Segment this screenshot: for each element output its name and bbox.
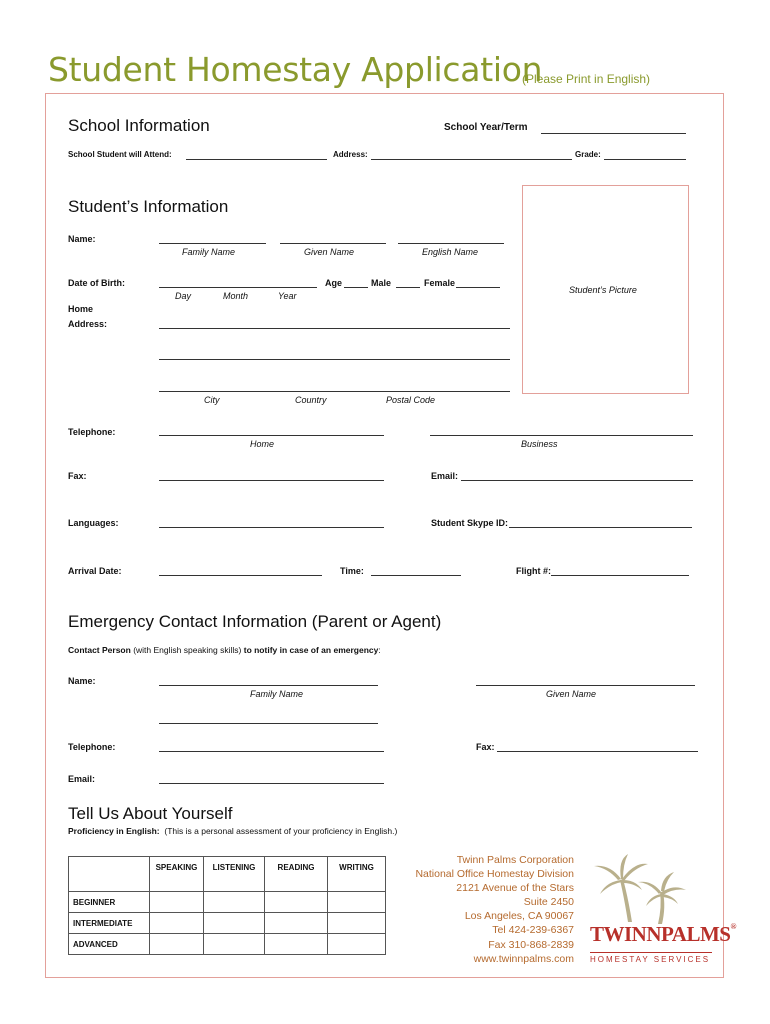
proficiency-note: (This is a personal assessment of your proficiency in English.): [164, 826, 398, 836]
languages-field[interactable]: [159, 527, 384, 528]
english-name-field[interactable]: [398, 243, 504, 244]
page-subtitle: (Please Print in English): [522, 72, 651, 86]
table-row: [69, 934, 386, 955]
school-address-label: Address:: [333, 150, 368, 159]
month-caption: Month: [223, 291, 249, 301]
cell-beginner-listening[interactable]: [204, 892, 265, 913]
given-name-caption: Given Name: [304, 247, 355, 257]
company-line-tel: Tel 424-239-6367: [492, 924, 574, 937]
email-field[interactable]: [461, 480, 693, 481]
cell-advanced-speaking[interactable]: [150, 934, 204, 955]
year-caption: Year: [278, 291, 297, 301]
table-row: [69, 892, 386, 913]
contact-instruction: [68, 645, 381, 655]
logo-registered: ®: [730, 922, 736, 931]
given-name-field[interactable]: [280, 243, 386, 244]
emergency-fax-field[interactable]: [497, 751, 698, 752]
about-heading: Tell Us About Yourself: [68, 804, 233, 823]
time-label: Time:: [340, 566, 364, 576]
school-attend-field[interactable]: [186, 159, 327, 160]
dob-label: Date of Birth:: [68, 278, 125, 288]
school-attend-label: School Student will Attend:: [68, 150, 172, 159]
telephone-business-field[interactable]: [430, 435, 693, 436]
email-label: Email:: [431, 471, 459, 481]
emergency-fax-label: Fax:: [476, 742, 495, 752]
languages-label: Languages:: [68, 518, 119, 528]
col-speaking: SPEAKING: [150, 857, 204, 892]
family-name-field[interactable]: [159, 243, 266, 244]
flight-field[interactable]: [551, 575, 689, 576]
address-line-1[interactable]: [159, 328, 510, 329]
emergency-name-label: Name:: [68, 676, 96, 686]
cell-intermediate-speaking[interactable]: [150, 913, 204, 934]
proficiency-label: Proficiency in English:: [68, 826, 160, 836]
company-line-division: National Office Homestay Division: [415, 868, 574, 881]
company-line-web[interactable]: www.twinnpalms.com: [473, 952, 574, 965]
cell-beginner-reading[interactable]: [265, 892, 328, 913]
logo-text: TWINNPALMS: [590, 922, 731, 946]
table-row: [69, 913, 386, 934]
palm-trees-graphic: [594, 854, 686, 924]
grade-field[interactable]: [604, 159, 686, 160]
school-heading: School Information: [68, 116, 210, 135]
row-advanced: ADVANCED: [69, 934, 150, 955]
emergency-given-caption: Given Name: [546, 689, 597, 699]
cell-advanced-writing[interactable]: [328, 934, 386, 955]
emergency-email-field[interactable]: [159, 783, 384, 784]
cell-intermediate-reading[interactable]: [265, 913, 328, 934]
age-field[interactable]: [344, 287, 368, 288]
home-address-label: Address:: [68, 319, 108, 329]
cell-advanced-reading[interactable]: [265, 934, 328, 955]
cell-advanced-listening[interactable]: [204, 934, 265, 955]
company-address: [408, 853, 574, 966]
arrival-label: Arrival Date:: [68, 566, 122, 576]
dob-field[interactable]: [159, 287, 317, 288]
cell-beginner-writing[interactable]: [328, 892, 386, 913]
male-label: Male: [371, 278, 392, 288]
telephone-label: Telephone:: [68, 427, 116, 437]
flight-label: Flight #:: [516, 566, 551, 576]
city-caption: City: [204, 395, 220, 405]
age-label: Age: [325, 278, 343, 288]
english-name-caption: English Name: [422, 247, 479, 257]
company-line-name: Twinn Palms Corporation: [456, 854, 574, 866]
table-header-row: [69, 857, 386, 892]
cell-intermediate-writing[interactable]: [328, 913, 386, 934]
emergency-family-name-field[interactable]: [159, 685, 378, 686]
contact-end: :: [378, 645, 381, 655]
company-line-suite: Suite 2450: [523, 896, 574, 909]
emergency-telephone-field[interactable]: [159, 751, 384, 752]
emergency-email-label: Email:: [68, 774, 96, 784]
fax-field[interactable]: [159, 480, 384, 481]
student-picture-label: Student’s Picture: [569, 285, 637, 295]
business-caption: Business: [521, 439, 558, 449]
male-field[interactable]: [396, 287, 420, 288]
grade-label: Grade:: [575, 150, 601, 159]
table-corner-cell: [69, 857, 150, 892]
proficiency-table: [68, 856, 386, 955]
name-label: Name:: [68, 234, 96, 244]
postal-caption: Postal Code: [386, 395, 436, 405]
col-reading: READING: [265, 857, 328, 892]
emergency-telephone-label: Telephone:: [68, 742, 116, 752]
row-intermediate: INTERMEDIATE: [69, 913, 150, 934]
female-field[interactable]: [456, 287, 500, 288]
logo-wordmark: [590, 922, 736, 947]
female-label: Female: [424, 278, 456, 288]
cell-intermediate-listening[interactable]: [204, 913, 265, 934]
student-heading: Student’s Information: [68, 197, 229, 216]
company-line-street: 2121 Avenue of the Stars: [456, 882, 574, 895]
emergency-family-caption: Family Name: [250, 689, 304, 699]
col-listening: LISTENING: [204, 857, 265, 892]
year-term-label: School Year/Term: [444, 122, 528, 133]
contact-bold-2: to notify in case of an emergency: [243, 645, 379, 655]
family-name-caption: Family Name: [182, 247, 236, 257]
cell-beginner-speaking[interactable]: [150, 892, 204, 913]
skype-field[interactable]: [509, 527, 692, 528]
home-caption: Home: [250, 439, 275, 449]
page-title: Student Homestay Application: [48, 50, 543, 89]
address-line-2[interactable]: [159, 359, 510, 360]
skype-label: Student Skype ID:: [431, 518, 509, 528]
country-caption: Country: [295, 395, 327, 405]
emergency-given-name-field[interactable]: [476, 685, 695, 686]
contact-normal: (with English speaking skills): [130, 645, 244, 655]
home-label: Home: [68, 304, 94, 314]
day-caption: Day: [175, 291, 192, 301]
school-address-field[interactable]: [371, 159, 572, 160]
arrival-field[interactable]: [159, 575, 322, 576]
company-line-city: Los Angeles, CA 90067: [464, 910, 574, 923]
year-term-field[interactable]: [541, 133, 686, 134]
row-beginner: BEGINNER: [69, 892, 150, 913]
address-line-3[interactable]: [159, 391, 510, 392]
emergency-heading: Emergency Contact Information (Parent or Agent): [68, 612, 442, 631]
contact-bold-1: Contact Person: [68, 645, 131, 655]
telephone-home-field[interactable]: [159, 435, 384, 436]
fax-label: Fax:: [68, 471, 87, 481]
col-writing: WRITING: [328, 857, 386, 892]
time-field[interactable]: [371, 575, 461, 576]
proficiency-line: [68, 826, 397, 836]
logo-subtitle: HOMESTAY SERVICES: [590, 952, 712, 964]
twinn-palms-logo: [588, 852, 736, 970]
company-line-fax: Fax 310-868-2839: [488, 938, 574, 951]
emergency-extra-field[interactable]: [159, 723, 378, 724]
